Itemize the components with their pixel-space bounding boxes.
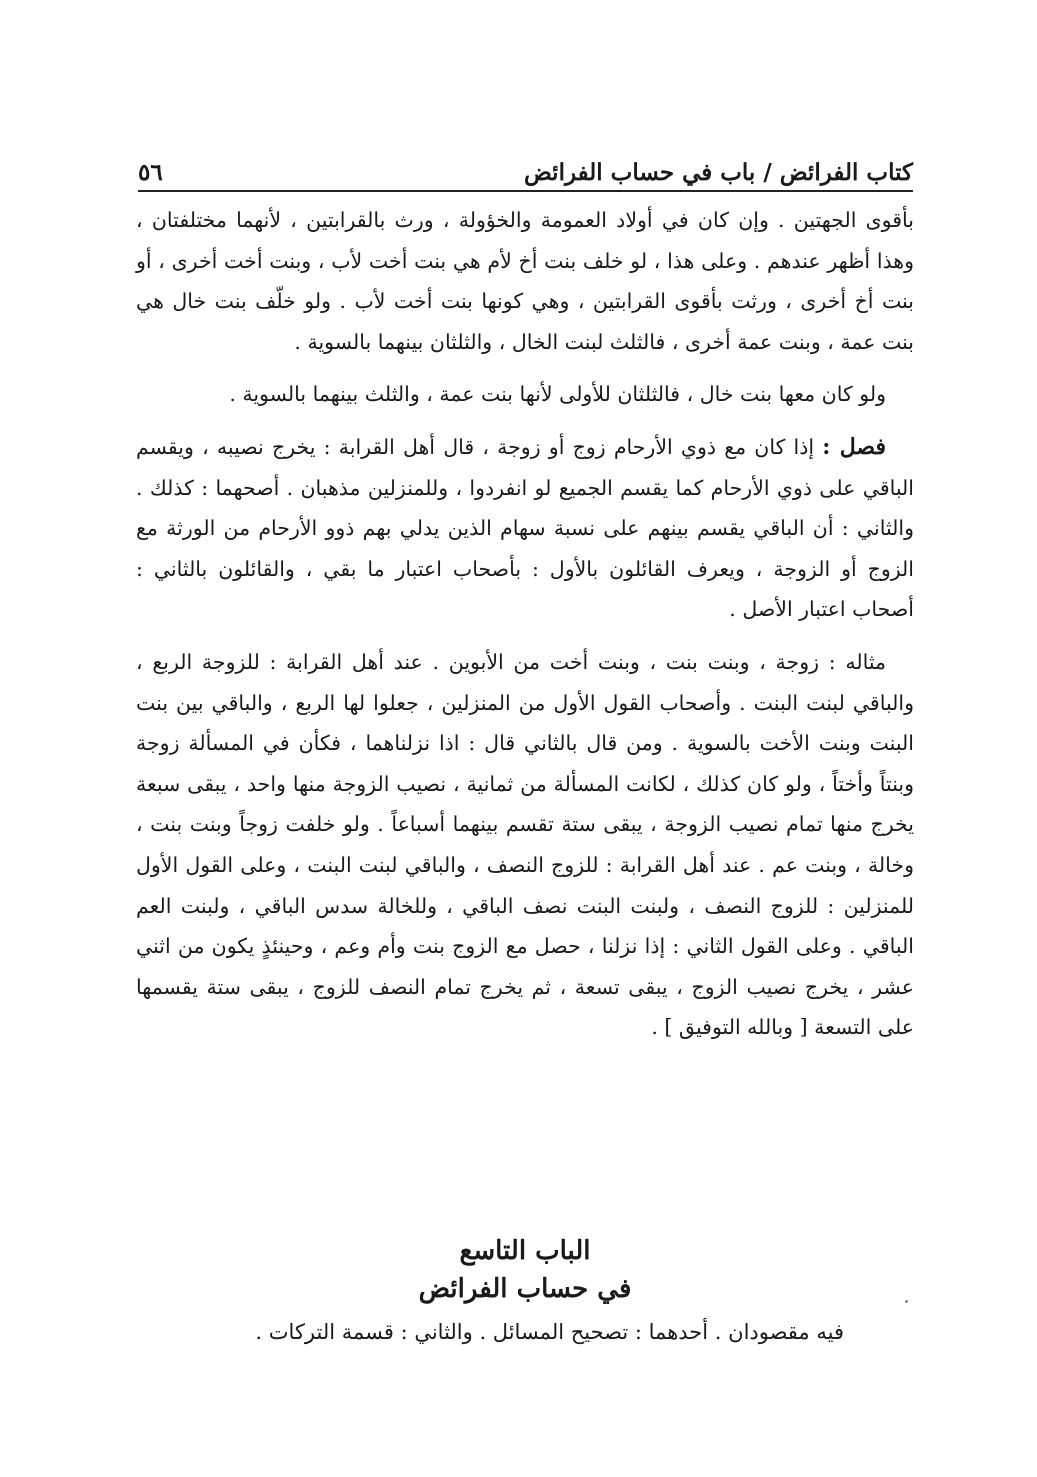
fasl-text: إذا كان مع ذوي الأرحام زوج أو زوجة ، قال أهل القرابة : يخرج نصيبه ، ويقسم الباقي على ذوي الأرحام كما يقسم الجميع لو انفردوا ، وللمنزلين مذهبان . أصحهما : كذلك . والثاني : أن الباقي يقسم بينهم على نسبة سهام الذين يدلي بهم ذوو الأرحام من الورثة مع الزوج أو الزوجة ، ويعرف القائلون بالأول : بأصحاب اعتبار ما بقي ، والقائلون بالثاني : أصحاب اعتبار الأصل . [136,434,914,622]
chapter-heading [136,1232,914,1308]
fasl-label: فصل : [822,433,886,460]
header-title: كتاب الفرائض / باب في حساب الفرائض [523,159,913,186]
chapter-title: الباب التاسع [459,1236,591,1266]
scan-speck [905,1300,908,1303]
paragraph-2: ولو كان معها بنت خال ، فالثلثان للأولى لأنها بنت عمة ، والثلث بينهما بالسوية . [229,382,886,407]
paragraph-fasl [136,427,914,630]
paragraph-example: مثاله : زوجة ، وبنت بنت ، وبنت أخت من الأبوين . عند أهل القرابة : للزوجة الربع ، والباقي لبنت البنت . وأصحاب القول الأول من المنزلين ، جعلوا لها الربع ، والباقي بين بنت البنت وبنت الأخت بالسوية . ومن قال بالثاني قال : اذا نزلناهما ، فكأن في المسألة زوجة وبنتاً وأختاً ، ولو كان كذلك ، لكانت المسألة من ثمانية ، نصيب الزوجة منها واحد ، يبقى سبعة يخرج منها تمام نصيب الزوجة ، يبقى ستة تقسم بينهما أسباعاً . ولو خلفت زوجاً وبنت بنت ، وخالة ، وبنت عم . عند أهل القرابة : للزوج النصف ، والباقي لبنت البنت ، وعلى القول الأول للمنزلين : للزوج النصف ، ولبنت البنت نصف الباقي ، وللخالة سدس الباقي ، ولبنت العم الباقي . وعلى القول الثاني : إذا نزلنا ، حصل مع الزوج بنت وأم وعم ، وحينئذٍ يكون من اثني عشر ، يخرج نصيب الزوج ، يبقى تسعة ، ثم يخرج تمام النصف للزوج ، يبقى ستة يقسمها على التسعة [ وبالله التوفيق ] . [136,649,914,1040]
paragraph-1: بأقوى الجهتين . وإن كان في أولاد العمومة والخؤولة ، ورث بالقرابتين ، لأنهما مختلفتان ، وهذا أظهر عندهم . وعلى هذا ، لو خلف بنت أخ لأم هي بنت أخت لأب ، وبنت أخت أخرى ، أو بنت أخ أخرى ، ورثت بأقوى القرابتين ، وهي كونها بنت أخت لأب . ولو خلّف بنت خال هي بنت عمة ، وبنت عمة أخرى ، فالثلث لبنت الخال ، والثلثان بينهما بالسوية . [136,208,914,354]
chapter-intro: فيه مقصودان . أحدهما : تصحيح المسائل . والثاني : قسمة التركات . [255,1320,844,1344]
page-number: ٥٦ [138,159,163,186]
running-header [138,140,913,184]
header-divider [138,190,913,192]
chapter-subtitle: في حساب الفرائض [418,1274,632,1304]
body-text [136,200,914,1048]
